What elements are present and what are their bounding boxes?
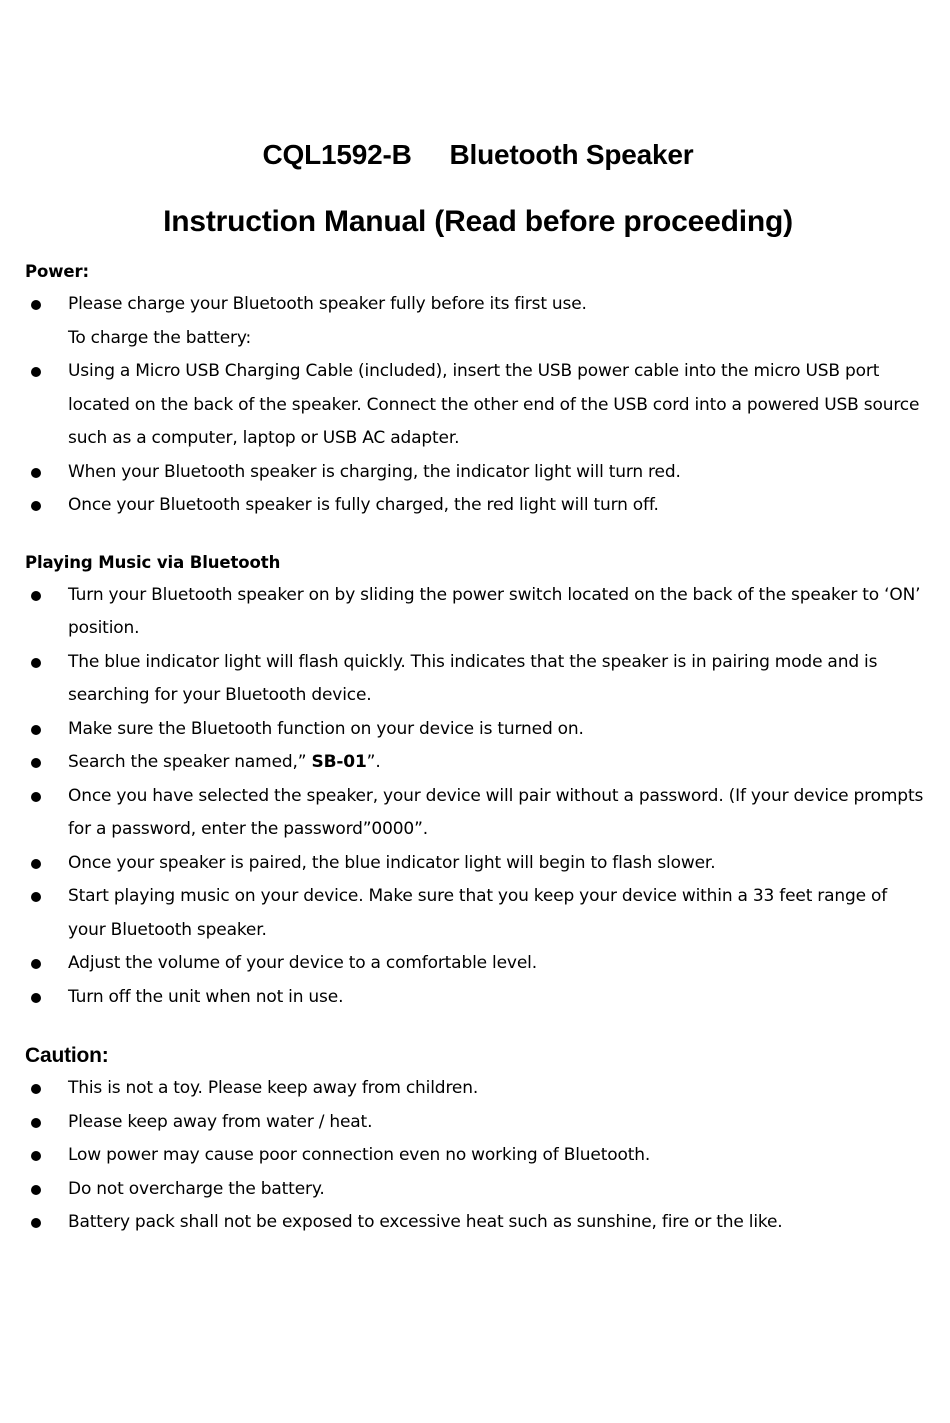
section-heading-power: Power: [25, 262, 89, 281]
bullet-dot-icon [31, 758, 41, 768]
bullet-dot-icon [31, 1084, 41, 1094]
document-body [0, 260, 950, 1240]
list-item [25, 579, 925, 646]
list-item [25, 847, 925, 881]
power-bullet-list [25, 288, 925, 523]
bullet-dot-icon [31, 725, 41, 735]
bullet-dot-icon [31, 1185, 41, 1195]
list-item [25, 947, 925, 981]
section-power [25, 260, 925, 523]
bullet-dot-icon [31, 959, 41, 969]
list-item [25, 355, 925, 456]
list-item-text: This is not a toy. Please keep away from children. [68, 1078, 479, 1098]
list-item-subtext: To charge the battery: [68, 327, 252, 348]
list-item [25, 1139, 925, 1173]
playing-music-bullet-list [25, 579, 925, 1015]
list-item [25, 1072, 925, 1106]
caution-bullet-list [25, 1072, 925, 1240]
list-item-text: Turn off the unit when not in use. [68, 986, 344, 1007]
bullet-dot-icon [31, 1218, 41, 1228]
bullet-dot-icon [31, 892, 41, 902]
speaker-name-prefix: Search the speaker named,” [68, 752, 312, 772]
list-item [25, 981, 925, 1015]
speaker-name-suffix: ”. [366, 752, 381, 772]
bullet-dot-icon [31, 1151, 41, 1161]
bullet-dot-icon [31, 591, 41, 601]
list-item-text: Turn your Bluetooth speaker on by sliding the power switch located on the back of the speaker to ‘ON’ position. [68, 584, 921, 638]
list-item-text: Start playing music on your device. Make sure that you keep your device within a 33 feet range of your Bluetooth speaker. [68, 886, 888, 940]
section-heading-playing-music: Playing Music via Bluetooth [25, 552, 281, 572]
list-item-text: Please charge your Bluetooth speaker fully before its first use. [68, 294, 587, 314]
list-item-text: Adjust the volume of your device to a comfortable level. [68, 953, 537, 973]
list-item-text: Battery pack shall not be exposed to excessive heat such as sunshine, fire or the like. [68, 1212, 783, 1232]
bullet-dot-icon [31, 468, 41, 478]
bullet-dot-icon [31, 993, 41, 1003]
list-item-text: Please keep away from water / heat. [68, 1111, 373, 1132]
list-item [25, 780, 925, 847]
list-item-text: Once you have selected the speaker, your device will pair without a password. (If your device prompts for a password, enter the password”0000”. [68, 785, 924, 839]
list-item-text: Once your Bluetooth speaker is fully charged, the red light will turn off. [68, 495, 659, 515]
list-item [25, 1106, 925, 1140]
list-item [25, 746, 925, 780]
bullet-dot-icon [31, 501, 41, 511]
list-item-text: Low power may cause poor connection even no working of Bluetooth. [68, 1145, 651, 1165]
list-item-text [68, 746, 925, 780]
section-caution [25, 1042, 925, 1240]
list-item [25, 288, 925, 355]
section-heading-caution: Caution: [25, 1044, 109, 1067]
list-item [25, 456, 925, 490]
bullet-dot-icon [31, 859, 41, 869]
list-item-text: Once your speaker is paired, the blue indicator light will begin to flash slower. [68, 852, 716, 873]
list-item-text: When your Bluetooth speaker is charging, the indicator light will turn red. [68, 461, 681, 482]
product-title: CQL1592-B Bluetooth Speaker [262, 139, 694, 170]
bullet-dot-icon [31, 300, 41, 310]
list-item-text: Using a Micro USB Charging Cable (included), insert the USB power cable into the micro USB port located on the back of the speaker. Connect the other end of the USB cord into a powered USB source such as a computer, laptop or USB AC adapter. [68, 361, 920, 448]
document-header [0, 0, 950, 240]
bullet-dot-icon [31, 1118, 41, 1128]
list-item [25, 713, 925, 747]
section-playing-music [25, 551, 925, 1015]
speaker-name-value: SB-01 [311, 752, 367, 772]
list-item-text: The blue indicator light will flash quickly. This indicates that the speaker is in pairing mode and is searching for your Bluetooth device. [68, 651, 878, 705]
list-item [25, 1173, 925, 1207]
list-item [25, 489, 925, 523]
list-item-text: Make sure the Bluetooth function on your device is turned on. [68, 718, 584, 739]
list-item [25, 646, 925, 713]
list-item-text: Do not overcharge the battery. [68, 1178, 325, 1199]
list-item [25, 1206, 925, 1240]
bullet-dot-icon [31, 792, 41, 802]
bullet-dot-icon [31, 658, 41, 668]
manual-title: Instruction Manual (Read before proceeding) [163, 205, 793, 238]
list-item [25, 880, 925, 947]
bullet-dot-icon [31, 367, 41, 377]
